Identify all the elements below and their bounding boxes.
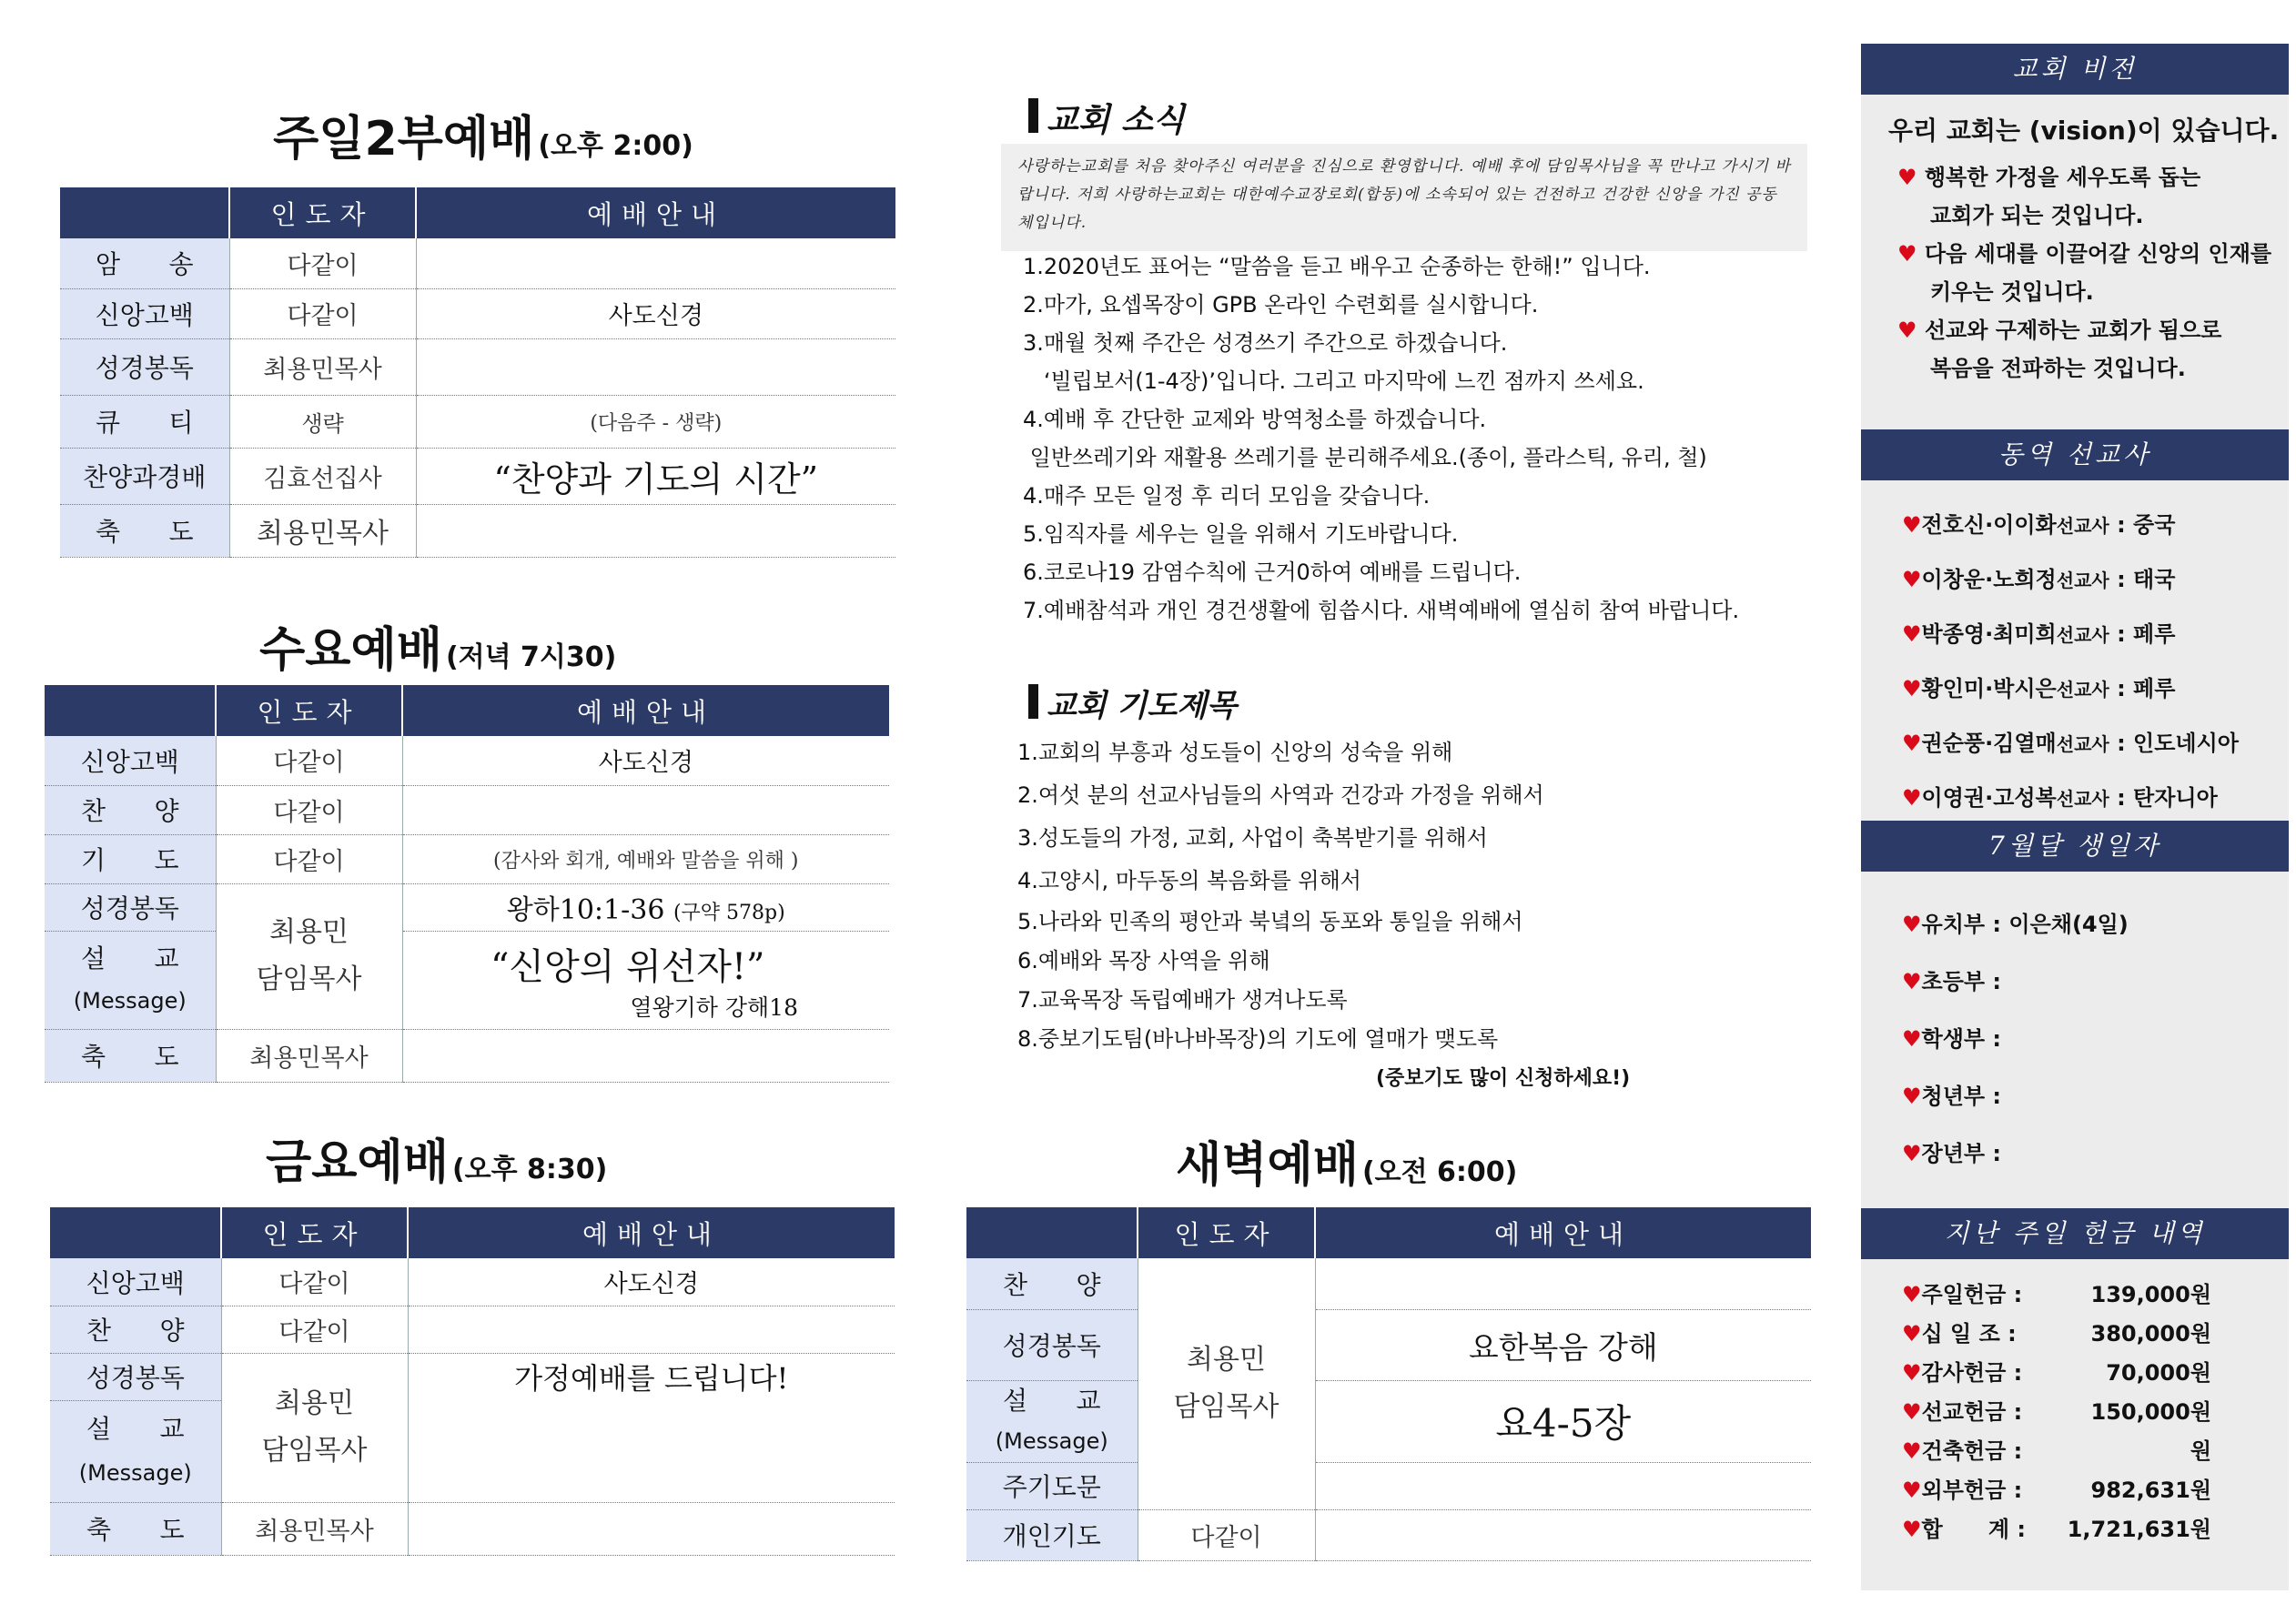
row-leader: 다같이	[1138, 1509, 1315, 1560]
row-info	[416, 238, 895, 288]
header-leader: 인도자	[1138, 1207, 1315, 1258]
list-item: 3.성도들의 가정, 교회, 사업이 축복받기를 위해서	[1017, 825, 1488, 851]
preacher-cell	[221, 1353, 408, 1502]
sermon-label: 설 교	[1003, 1386, 1101, 1416]
list-item: 일반쓰레기와 재활용 쓰레기를 분리해주세요.(종이, 플라스틱, 유리, 철)	[1023, 445, 1707, 470]
table-row	[45, 1029, 889, 1082]
row-leader: 다같이	[229, 288, 416, 338]
list-item: ♥감사헌금 : 70,000원	[1902, 1360, 2211, 1386]
sunday-title-text: 주일2부예배	[273, 112, 535, 166]
vision-line: 행복한 가정을 세우도록 돕는	[1924, 165, 2201, 190]
vision-line: 다음 세대를 이끌어갈 신앙의 인재를	[1924, 241, 2272, 267]
row-label: 성경봉독	[966, 1309, 1138, 1380]
table-row	[60, 395, 895, 448]
heart-icon: ♥	[1902, 1478, 1922, 1503]
header-info: 예배안내	[416, 187, 895, 238]
heart-icon: ♥	[1902, 676, 1922, 701]
friday-table	[50, 1207, 895, 1556]
row-info	[408, 1306, 895, 1353]
list-item: 4.예배 후 간단한 교제와 방역청소를 하겠습니다.	[1023, 407, 1487, 432]
heart-icon: ♥	[1902, 1282, 1922, 1307]
list-item: 1.2020년도 표어는 “말씀을 듣고 배우고 순종하는 한해!” 입니다.	[1023, 254, 1651, 279]
table-header-row	[45, 685, 889, 736]
heart-icon: ♥	[1902, 621, 1922, 647]
list-item: ♥박종영·최미희선교사 : 페루	[1902, 621, 2176, 647]
message-label: (Message)	[995, 1428, 1108, 1454]
message-label: (Message)	[73, 988, 187, 1014]
list-item: ♥초등부 :	[1902, 969, 2002, 994]
row-label: 찬양과경배	[60, 448, 229, 504]
table-row	[50, 1353, 895, 1400]
list-item: ♥합 계 : 1,721,631원	[1902, 1517, 2211, 1542]
list-item: ‘빌립보서(1-4장)’입니다. 그리고 마지막에 느낀 점까지 쓰세요.	[1023, 368, 1644, 394]
heart-icon: ♥	[1902, 969, 1922, 994]
row-leader: 생략	[229, 395, 416, 448]
list-item: ♥청년부 :	[1902, 1084, 2002, 1109]
list-item: 2.마가, 요셉목장이 GPB 온라인 수련회를 실시합니다.	[1023, 292, 1539, 318]
birthday-list	[1902, 896, 2129, 1183]
heart-icon: ♥	[1902, 512, 1922, 538]
heart-icon: ♥	[1902, 1026, 1922, 1052]
table-row	[966, 1309, 1811, 1380]
table-row	[966, 1380, 1811, 1462]
list-item: 2.여섯 분의 선교사님들의 사역과 건강과 가정을 위해서	[1017, 782, 1544, 808]
list-item: 6.예배와 목장 사역을 위해	[1017, 948, 1270, 973]
row-leader: 최용민목사	[221, 1502, 408, 1555]
row-leader: 다같이	[221, 1258, 408, 1306]
sermon-label-cell	[966, 1380, 1138, 1462]
reading-label: 성경봉독	[50, 1353, 221, 1400]
table-row	[45, 883, 889, 931]
list-item: 7.예배참석과 개인 경건생활에 힘씁시다. 새벽예배에 열심히 참여 바랍니다.	[1023, 598, 1740, 623]
wednesday-time: (저녁 7시30)	[445, 641, 617, 673]
row-info	[402, 1029, 889, 1082]
row-info: (다음주 - 생략)	[416, 395, 895, 448]
news-title: 교회 소식	[1047, 101, 1185, 139]
reading-text: 왕하10:1-36	[506, 894, 665, 926]
preacher-title: 담임목사	[261, 1435, 368, 1467]
list-item: ♥전호신·이이화선교사 : 중국	[1902, 512, 2176, 538]
preacher-name: 최용민	[269, 916, 349, 948]
row-info: 사도신경	[416, 288, 895, 338]
sunday-time: (오후 2:00)	[538, 130, 693, 162]
row-info: (감사와 회개, 예배와 말씀을 위해 )	[402, 834, 889, 883]
list-item: 8.중보기도팀(바나바목장)의 기도에 열매가 맺도록	[1017, 1026, 1499, 1052]
sermon-label-cell	[50, 1400, 221, 1502]
notice-cell: 가정예배를 드립니다!	[514, 1361, 789, 1397]
sermon-series: 열왕기하 강해18	[630, 994, 798, 1021]
sermon-cell	[402, 931, 889, 1029]
row-label: 신앙고백	[45, 736, 216, 785]
table-row	[45, 736, 889, 785]
list-item: 4.고양시, 마두동의 복음화를 위해서	[1017, 868, 1361, 893]
vision-line: 키우는 것입니다.	[1930, 279, 2094, 305]
sermon-label-cell	[45, 931, 216, 1029]
dawn-title-text: 새벽예배	[1176, 1138, 1359, 1193]
table-row	[60, 238, 895, 288]
header-leader: 인도자	[221, 1207, 408, 1258]
heart-icon: ♥	[1902, 731, 1922, 756]
header-empty	[45, 685, 216, 736]
wednesday-table	[45, 685, 889, 1083]
table-row	[60, 448, 895, 504]
reading-label: 성경봉독	[45, 883, 216, 931]
row-leader: 다같이	[216, 736, 402, 785]
header-info: 예배안내	[402, 685, 889, 736]
heart-icon: ♥	[1902, 1321, 1922, 1347]
row-label: 암 송	[60, 238, 229, 288]
table-row	[50, 1400, 895, 1502]
news-list	[1023, 247, 1739, 630]
vision-line: 교회가 되는 것입니다.	[1930, 203, 2144, 228]
list-item: ♥외부헌금 : 982,631원	[1902, 1478, 2211, 1503]
friday-time: (오후 8:30)	[451, 1154, 608, 1185]
preacher-name: 최용민	[275, 1387, 354, 1419]
row-label: 신앙고백	[50, 1258, 221, 1306]
list-item: ♥주일헌금 : 139,000원	[1902, 1282, 2211, 1307]
row-leader: 최용민목사	[229, 504, 416, 557]
sermon-label: 설 교	[86, 1414, 185, 1444]
row-info	[408, 1502, 895, 1555]
table-row	[60, 338, 895, 395]
heart-icon: ♥	[1897, 318, 1917, 343]
heart-icon: ♥	[1902, 912, 1922, 937]
heart-icon: ♥	[1897, 241, 1917, 267]
friday-title	[266, 1124, 607, 1192]
list-item: 5.임직자를 세우는 일을 위해서 기도바랍니다.	[1023, 521, 1459, 547]
heart-icon: ♥	[1902, 1084, 1922, 1109]
row-info: 사도신경	[402, 736, 889, 785]
section-bar-icon	[1028, 684, 1038, 719]
list-item: ♥유치부 : 이은채(4일)	[1902, 912, 2129, 937]
row-label: 축 도	[50, 1502, 221, 1555]
vision-header: 교회 비전	[1861, 44, 2289, 95]
list-item: ♥이창운·노희정선교사 : 태국	[1902, 567, 2176, 592]
row-label: 축 도	[60, 504, 229, 557]
offering-header: 지난 주일 헌금 내역	[1861, 1208, 2289, 1259]
table-row	[45, 834, 889, 883]
sermon-label: 설 교	[81, 943, 179, 973]
section-bar-icon	[1028, 98, 1038, 133]
row-label: 찬 양	[45, 785, 216, 834]
list-item: ♥학생부 :	[1902, 1026, 2002, 1052]
sunday-title	[273, 100, 693, 168]
list-item: ♥이영권·고성복선교사 : 탄자니아	[1902, 785, 2218, 811]
table-row	[60, 504, 895, 557]
missionaries-header: 동역 선교사	[1861, 429, 2289, 480]
vision-line: 선교와 구제하는 교회가 됨으로	[1924, 318, 2222, 343]
dawn-time: (오전 6:00)	[1361, 1156, 1518, 1188]
sermon-title: “신앙의 위선자!”	[490, 945, 765, 988]
vision-line: 복음을 전파하는 것입니다.	[1930, 356, 2186, 381]
header-leader: 인도자	[229, 187, 416, 238]
row-label: 개인기도	[966, 1509, 1138, 1560]
list-item: ♥건축헌금 : 원	[1902, 1438, 2211, 1464]
wednesday-title	[259, 611, 616, 680]
table-header-row	[60, 187, 895, 238]
row-info: “찬양과 기도의 시간”	[416, 448, 895, 504]
header-info: 예배안내	[408, 1207, 895, 1258]
row-label: 찬 양	[50, 1306, 221, 1353]
table-row	[60, 288, 895, 338]
row-leader: 김효선집사	[229, 448, 416, 504]
row-label: 축 도	[45, 1029, 216, 1082]
wednesday-title-text: 수요예배	[259, 623, 442, 678]
heart-icon: ♥	[1902, 1517, 1922, 1542]
list-item: 6.코로나19 감염수칙에 근거0하여 예배를 드립니다.	[1023, 560, 1522, 585]
list-item: 3.매월 첫째 주간은 성경쓰기 주간으로 하겠습니다.	[1023, 330, 1508, 356]
row-info	[416, 504, 895, 557]
list-item: ♥선교헌금 : 150,000원	[1902, 1399, 2211, 1425]
birthdays-header: 7월달 생일자	[1861, 821, 2289, 872]
heart-icon: ♥	[1902, 1438, 1922, 1464]
header-empty	[50, 1207, 221, 1258]
heart-icon: ♥	[1902, 567, 1922, 592]
table-row	[45, 931, 889, 1029]
table-header-row	[966, 1207, 1811, 1258]
header-empty	[60, 187, 229, 238]
table-header-row	[50, 1207, 895, 1258]
reading-cell	[402, 883, 889, 931]
row-leader: 최용민목사	[216, 1029, 402, 1082]
table-row	[966, 1509, 1811, 1560]
preacher-title: 담임목사	[1173, 1390, 1279, 1423]
reading-note: (구약 578p)	[673, 902, 785, 924]
list-item: ♥장년부 :	[1902, 1141, 2002, 1166]
list-item: ♥십 일 조 : 380,000원	[1902, 1321, 2211, 1347]
list-item: 1.교회의 부흥과 성도들이 신앙의 성숙을 위해	[1017, 740, 1453, 765]
missionary-list	[1902, 499, 2239, 826]
heart-icon: ♥	[1902, 1360, 1922, 1386]
table-row	[50, 1258, 895, 1306]
row-info	[1315, 1462, 1811, 1509]
offering-list	[1902, 1276, 2211, 1549]
list-item: 4.매주 모든 일정 후 리더 모임을 갖습니다.	[1023, 483, 1431, 509]
row-info	[416, 338, 895, 395]
row-label: 신앙고백	[60, 288, 229, 338]
news-intro: 사랑하는교회를 처음 찾아주신 여러분을 진심으로 환영합니다. 예배 후에 담임목사님을 꼭 만나고 가시기 바랍니다. 저희 사랑하는교회는 대한예수교장로회(합동)에 소속되어 있는 건전하고 건강한 신앙을 가진 공동체입니다.	[1001, 144, 1807, 251]
chapter-cell: 요4-5장	[1315, 1380, 1811, 1462]
list-item: 5.나라와 민족의 평안과 북녘의 동포와 통일을 위해서	[1017, 909, 1523, 934]
row-info	[402, 785, 889, 834]
row-info	[1315, 1509, 1811, 1560]
vision-lead: 우리 교회는 (vision)이 있습니다.	[1888, 116, 2280, 146]
row-leader: 최용민목사	[229, 338, 416, 395]
friday-title-text: 금요예배	[266, 1135, 449, 1190]
table-row	[50, 1502, 895, 1555]
row-info	[1315, 1258, 1811, 1309]
list-item: ♥권순풍·김열매선교사 : 인도네시아	[1902, 731, 2239, 756]
row-leader: 다같이	[216, 785, 402, 834]
vision-item	[1897, 158, 2271, 388]
row-label: 큐 티	[60, 395, 229, 448]
row-leader: 다같이	[216, 834, 402, 883]
preacher-title: 담임목사	[256, 963, 362, 995]
row-label: 주기도문	[966, 1462, 1138, 1509]
series-cell: 요한복음 강해	[1315, 1309, 1811, 1380]
preacher-name: 최용민	[1187, 1343, 1266, 1376]
table-row	[45, 785, 889, 834]
row-label: 찬 양	[966, 1258, 1138, 1309]
list-item: 7.교육목장 독립예배가 생겨나도록	[1017, 987, 1348, 1013]
preacher-cell	[1138, 1258, 1315, 1509]
prayer-note: (중보기도 많이 신청하세요!)	[1376, 1067, 1631, 1090]
dawn-table	[966, 1207, 1811, 1561]
header-info: 예배안내	[1315, 1207, 1811, 1258]
row-leader: 다같이	[229, 238, 416, 288]
heart-icon: ♥	[1902, 1141, 1922, 1166]
row-info: 사도신경	[408, 1258, 895, 1306]
table-row	[50, 1306, 895, 1353]
row-label: 기 도	[45, 834, 216, 883]
sunday-table	[60, 187, 895, 558]
header-empty	[966, 1207, 1138, 1258]
table-row	[966, 1462, 1811, 1509]
header-leader: 인도자	[216, 685, 402, 736]
prayer-title: 교회 기도제목	[1047, 688, 1237, 724]
message-label: (Message)	[78, 1460, 192, 1486]
heart-icon: ♥	[1902, 785, 1922, 811]
row-info	[408, 1400, 895, 1502]
table-row	[966, 1258, 1811, 1309]
dawn-title	[1176, 1126, 1517, 1195]
heart-icon: ♥	[1902, 1399, 1922, 1425]
prayer-list	[1017, 731, 1544, 1059]
heart-icon: ♥	[1897, 165, 1917, 190]
row-label: 성경봉독	[60, 338, 229, 395]
row-leader: 다같이	[221, 1306, 408, 1353]
list-item: ♥황인미·박시은선교사 : 페루	[1902, 676, 2176, 701]
